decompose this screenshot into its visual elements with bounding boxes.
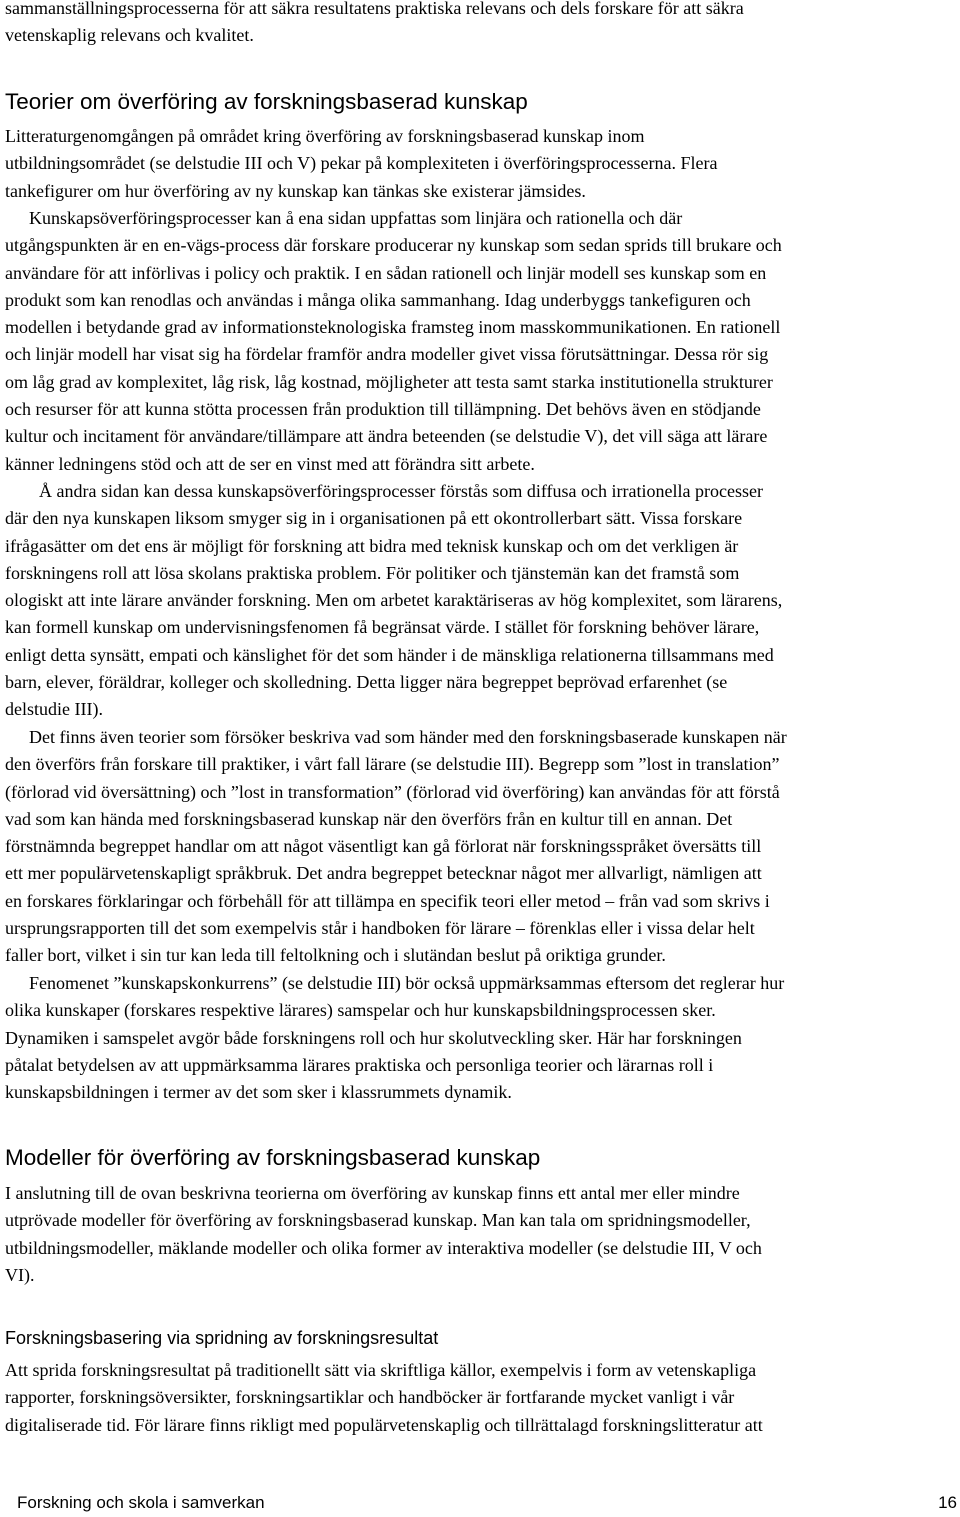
page-number: 16 (938, 1493, 957, 1512)
text-line: vetenskaplig relevans och kvalitet. (5, 25, 254, 46)
text-line: förstnämnda begreppet handlar om att något väsentligt kan gå förlorat när forskningsspråket översätts till (5, 836, 762, 857)
text-line: enligt detta synsätt, empati och känslighet för det som händer i de mänskliga relationerna tillsammans med (5, 644, 774, 665)
text-line: utbildningsområdet (se delstudie III och V) pekar på komplexiteten i överföringsprocesserna. Flera (5, 153, 718, 174)
text-line: om låg grad av komplexitet, låg risk, låg kostnad, möjligheter att testa samt starka institutionella strukturer (5, 371, 773, 392)
paragraph (5, 970, 957, 1106)
text-line: kunskapsbildningen i termer av det som sker i klassrummets dynamik. (5, 1082, 512, 1103)
section-heading-teorier: Teorier om överföring av forskningsbaserad kunskap (5, 89, 528, 114)
text-line: en forskares förklaringar och förbehåll för att tillämpa en specifik teori eller metod – från vad som skrivs i (5, 890, 770, 911)
text-line: delstudie III). (5, 699, 103, 720)
text-line: Å andra sidan kan dessa kunskapsöverföringsprocesser förstås som diffusa och irrationella processer (39, 481, 763, 501)
text-line: kultur och incitament för användare/tillämpare att ändra beteenden (se delstudie V), det vill säga att lärare (5, 426, 768, 447)
text-line: faller bort, vilket i sin tur kan leda till feltolkning och i slutändan beslut på oriktiga grunder. (5, 945, 666, 966)
paragraph (5, 724, 957, 970)
text-line: (förlorad vid översättning) och ”lost in transformation” (förlorad vid överföring) kan användas för att förstå (5, 781, 780, 802)
text-line: känner ledningens stöd och att de ser en vinst med att förändra sitt arbete. (5, 453, 535, 474)
text-line: Att sprida forskningsresultat på traditionellt sätt via skriftliga källor, exempelvis i form av vetenskapliga (5, 1360, 757, 1380)
text-line: där den nya kunskapen liksom smyger sig in i organisationen på ett okontrollerbart sätt. Vissa forskare (5, 508, 743, 529)
text-line: barn, elever, föräldrar, kolleger och skolledning. Detta ligger nära begreppet beprövad erfarenhet (se (5, 672, 728, 693)
text-line: påtalat betydelsen av att uppmärksamma lärares praktiska och personliga teorier och lärarnas roll i (5, 1054, 714, 1075)
paragraph (5, 478, 957, 724)
text-line: vad som kan hända med forskningsbaserad kunskap när den överförs från en kultur till en annan. Det (5, 808, 733, 829)
text-line: Dynamiken i samspelet avgör både forskningens roll och hur skolutveckling sker. Här har forskningen (5, 1027, 742, 1048)
text-line: och resurser för att kunna stötta processen från produktion till tillämpning. Det behövs även en stödjande (5, 399, 761, 420)
text-line: Det finns även teorier som försöker beskriva vad som händer med den forskningsbaserade kunskapen när (29, 727, 787, 747)
text-line: sammanställningsprocesserna för att säkra resultatens praktiska relevans och dels forskare för att säkra (5, 0, 744, 18)
text-line: ologiskt att inte lärare använder forskning. Men om arbetet karaktäriseras av hög komplexitet, som lärarens, (5, 590, 783, 611)
text-line: I anslutning till de ovan beskrivna teorierna om överföring av kunskap finns ett antal mer eller mindre (5, 1183, 740, 1203)
text-line: den överförs från forskare till praktiker, i vårt fall lärare (se delstudie III). Begrepp som ”lost in translation” (5, 754, 780, 775)
text-line: olika kunskaper (forskares respektive lärares) samspelar och hur kunskapsbildningsprocessen sker. (5, 1000, 716, 1021)
text-line: ursprungsrapporten till det som exempelvis står i handboken för lärare – förenklas eller i vissa delar helt (5, 918, 755, 939)
subsection-heading-spridning: Forskningsbasering via spridning av forskningsresultat (5, 1328, 439, 1348)
text-line: produkt som kan renodlas och användas i många olika sammanhang. Idag underbyggs tankefiguren och (5, 289, 751, 310)
footer-title: Forskning och skola i samverkan (17, 1493, 265, 1512)
text-line: Fenomenet ”kunskapskonkurrens” (se delstudie III) bör också uppmärksammas eftersom det reglerar hur (29, 973, 785, 993)
text-line: Litteraturgenomgången på området kring överföring av forskningsbaserad kunskap inom (5, 126, 645, 146)
text-line: kan formell kunskap om undervisningsfenomen få begränsat värde. I stället för forskning behöver lärare, (5, 617, 760, 638)
paragraph (5, 205, 957, 478)
paragraph (5, 1357, 957, 1439)
text-line: utbildningsmodeller, mäklande modeller och olika former av interaktiva modeller (se delstudie III, V och (5, 1237, 762, 1258)
text-line: utgångspunkten är en en-vägs-process där forskare producerar ny kunskap som sedan sprids till brukare och (5, 235, 782, 256)
text-line: tankefigurer om hur överföring av ny kunskap kan tänkas ske existerar jämsides. (5, 180, 586, 201)
section-heading-modeller: Modeller för överföring av forskningsbaserad kunskap (5, 1145, 541, 1170)
text-line: forskningens roll att lösa skolans praktiska problem. För politiker och tjänstemän kan det framstå som (5, 562, 740, 583)
text-line: modellen i betydande grad av informationsteknologiska framsteg inom masskommunikationen. En rationell (5, 317, 781, 338)
paragraph (5, 1180, 957, 1289)
text-line: ifrågasätter om det ens är möjligt för forskning att bidra med teknisk kunskap och om det verkligen är (5, 535, 739, 556)
text-line: VI). (5, 1264, 35, 1285)
text-line: digitaliserade tid. För lärare finns rikligt med populärvetenskaplig och tillrättalagd forskningslitteratur att (5, 1414, 763, 1435)
text-line: och linjär modell har visat sig ha fördelar framför andra modeller givet vissa förutsättningar. Dessa rör sig (5, 344, 769, 365)
paragraph (5, 123, 957, 205)
text-line: rapporter, forskningsöversikter, forskningsartiklar och handböcker är fortfarande mycket vanligt i vår (5, 1387, 735, 1408)
text-line: ett mer populärvetenskapligt språkbruk. Det andra begreppet betecknar något mer allvarligt, nämligen att (5, 863, 762, 884)
text-line: Kunskapsöverföringsprocesser kan å ena sidan uppfattas som linjära och rationella och där (29, 208, 683, 228)
text-line: användare för att införlivas i policy och praktik. I en sådan rationell och linjär modell ses kunskap som en (5, 262, 767, 283)
intro-paragraph (5, 0, 957, 50)
text-line: utprövade modeller för överföring av forskningsbaserad kunskap. Man kan tala om spridningsmodeller, (5, 1210, 751, 1231)
